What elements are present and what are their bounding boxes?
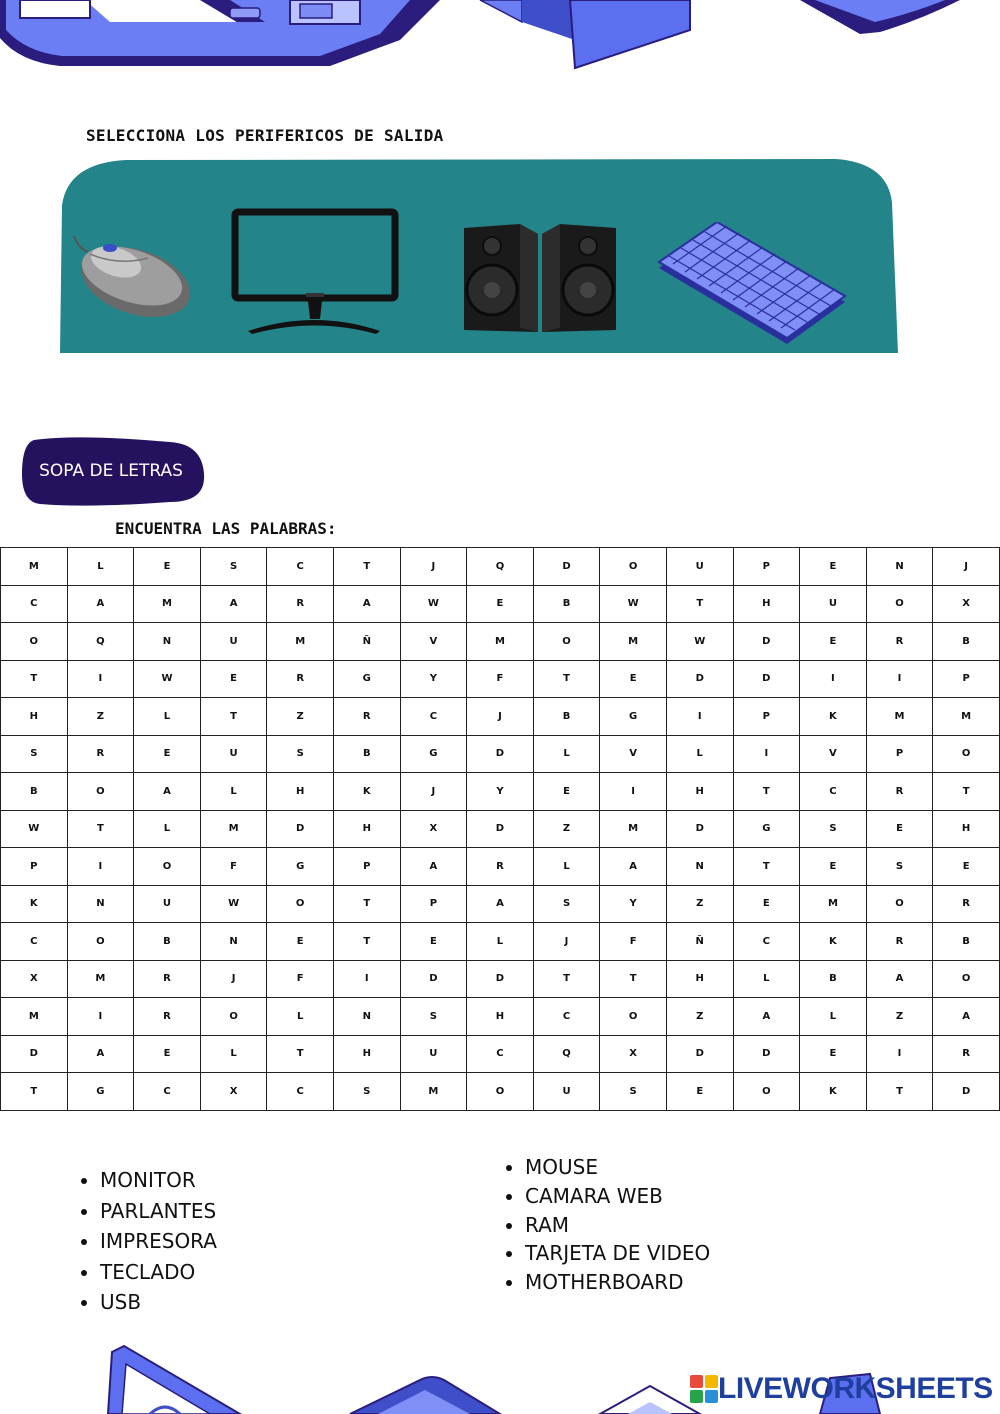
grid-cell[interactable]: X <box>1 960 68 998</box>
grid-cell[interactable]: K <box>800 698 867 736</box>
grid-cell[interactable]: Q <box>533 1035 600 1073</box>
grid-cell[interactable]: Z <box>533 810 600 848</box>
keyboard-icon[interactable] <box>655 222 850 350</box>
grid-cell[interactable]: D <box>733 660 800 698</box>
grid-cell[interactable]: C <box>267 548 334 586</box>
grid-cell[interactable]: I <box>600 773 667 811</box>
grid-cell[interactable]: T <box>533 660 600 698</box>
grid-cell[interactable]: K <box>800 1073 867 1111</box>
grid-cell[interactable]: R <box>134 998 201 1036</box>
grid-cell[interactable]: H <box>933 810 1000 848</box>
grid-cell[interactable]: E <box>267 923 334 961</box>
grid-cell[interactable]: I <box>733 735 800 773</box>
grid-cell[interactable]: W <box>1 810 68 848</box>
grid-cell[interactable]: S <box>200 548 267 586</box>
grid-cell[interactable]: T <box>333 885 400 923</box>
grid-cell[interactable]: B <box>533 585 600 623</box>
grid-cell[interactable]: U <box>134 885 201 923</box>
grid-cell[interactable]: P <box>866 735 933 773</box>
grid-row <box>1 923 1000 961</box>
grid-cell[interactable]: O <box>866 885 933 923</box>
grid-cell[interactable]: L <box>200 773 267 811</box>
grid-row <box>1 773 1000 811</box>
grid-cell[interactable]: M <box>67 960 134 998</box>
grid-cell[interactable]: C <box>733 923 800 961</box>
grid-cell[interactable]: C <box>800 773 867 811</box>
grid-cell[interactable]: O <box>267 885 334 923</box>
grid-cell[interactable]: E <box>200 660 267 698</box>
grid-row <box>1 735 1000 773</box>
word-item: • CAMARA WEB <box>525 1182 715 1211</box>
grid-cell[interactable]: B <box>333 735 400 773</box>
grid-cell[interactable]: N <box>67 885 134 923</box>
grid-cell[interactable]: D <box>467 810 534 848</box>
grid-cell[interactable]: S <box>866 848 933 886</box>
grid-cell[interactable]: P <box>733 548 800 586</box>
grid-cell[interactable]: M <box>200 810 267 848</box>
grid-cell[interactable]: U <box>400 1035 467 1073</box>
grid-cell[interactable]: J <box>533 923 600 961</box>
grid-cell[interactable]: T <box>733 848 800 886</box>
grid-cell[interactable]: M <box>467 623 534 661</box>
grid-cell[interactable]: H <box>333 810 400 848</box>
grid-cell[interactable]: C <box>134 1073 201 1111</box>
grid-cell[interactable]: E <box>134 735 201 773</box>
grid-cell[interactable]: O <box>200 998 267 1036</box>
grid-cell[interactable]: A <box>933 998 1000 1036</box>
grid-cell[interactable]: V <box>600 735 667 773</box>
grid-cell[interactable]: L <box>467 923 534 961</box>
grid-cell[interactable]: T <box>333 548 400 586</box>
grid-cell[interactable]: D <box>933 1073 1000 1111</box>
grid-cell[interactable]: U <box>200 623 267 661</box>
grid-cell[interactable]: A <box>67 1035 134 1073</box>
grid-cell[interactable]: T <box>866 1073 933 1111</box>
grid-cell[interactable]: R <box>67 735 134 773</box>
monitor-icon[interactable] <box>230 207 400 337</box>
grid-cell[interactable]: C <box>467 1035 534 1073</box>
grid-cell[interactable]: D <box>733 623 800 661</box>
grid-cell[interactable]: O <box>1 623 68 661</box>
grid-cell[interactable]: W <box>600 585 667 623</box>
grid-cell[interactable]: H <box>333 1035 400 1073</box>
grid-cell[interactable]: O <box>733 1073 800 1111</box>
grid-cell[interactable]: R <box>933 1035 1000 1073</box>
grid-cell[interactable]: H <box>1 698 68 736</box>
grid-cell[interactable]: L <box>666 735 733 773</box>
grid-cell[interactable]: N <box>866 548 933 586</box>
grid-cell[interactable]: D <box>467 735 534 773</box>
grid-cell[interactable]: K <box>1 885 68 923</box>
grid-cell[interactable]: N <box>200 923 267 961</box>
grid-cell[interactable]: T <box>333 923 400 961</box>
word-list-right <box>501 1153 715 1297</box>
grid-row <box>1 848 1000 886</box>
grid-cell[interactable]: Y <box>400 660 467 698</box>
grid-cell[interactable]: K <box>333 773 400 811</box>
grid-cell[interactable]: E <box>600 660 667 698</box>
grid-cell[interactable]: E <box>733 885 800 923</box>
grid-cell[interactable]: E <box>933 848 1000 886</box>
grid-row <box>1 548 1000 586</box>
grid-cell[interactable]: E <box>800 623 867 661</box>
grid-cell[interactable]: G <box>67 1073 134 1111</box>
grid-cell[interactable]: N <box>134 623 201 661</box>
grid-cell[interactable]: H <box>666 960 733 998</box>
word-item: • IMPRESORA <box>100 1226 217 1257</box>
grid-cell[interactable]: O <box>600 998 667 1036</box>
word-search-grid <box>0 547 1000 1111</box>
grid-cell[interactable]: C <box>267 1073 334 1111</box>
grid-cell[interactable]: N <box>333 998 400 1036</box>
grid-cell[interactable]: T <box>666 585 733 623</box>
grid-cell[interactable]: O <box>134 848 201 886</box>
grid-row <box>1 660 1000 698</box>
word-list-left <box>76 1165 217 1318</box>
grid-cell[interactable]: G <box>333 660 400 698</box>
grid-cell[interactable]: O <box>67 923 134 961</box>
grid-cell[interactable]: U <box>666 548 733 586</box>
grid-cell[interactable]: Z <box>67 698 134 736</box>
grid-cell[interactable]: B <box>933 623 1000 661</box>
grid-cell[interactable]: A <box>467 885 534 923</box>
grid-cell[interactable]: L <box>134 698 201 736</box>
grid-cell[interactable]: R <box>866 773 933 811</box>
grid-cell[interactable]: R <box>267 660 334 698</box>
grid-cell[interactable]: F <box>200 848 267 886</box>
word-item: • MOUSE <box>525 1153 715 1182</box>
grid-cell[interactable]: M <box>1 998 68 1036</box>
grid-cell[interactable]: P <box>1 848 68 886</box>
grid-cell[interactable]: X <box>600 1035 667 1073</box>
section-title: SOPA DE LETRAS <box>39 461 183 481</box>
grid-cell[interactable]: G <box>733 810 800 848</box>
grid-cell[interactable]: M <box>866 698 933 736</box>
grid-cell[interactable]: I <box>67 660 134 698</box>
grid-cell[interactable]: D <box>467 960 534 998</box>
grid-cell[interactable]: Z <box>267 698 334 736</box>
find-words-instruction: ENCUENTRA LAS PALABRAS: <box>115 519 337 538</box>
grid-cell[interactable]: F <box>267 960 334 998</box>
grid-cell[interactable]: C <box>533 998 600 1036</box>
grid-cell[interactable]: I <box>67 998 134 1036</box>
grid-cell[interactable]: Ñ <box>666 923 733 961</box>
grid-row <box>1 698 1000 736</box>
brand-name: LIVEWORKSHEETS <box>718 1372 993 1405</box>
grid-cell[interactable]: N <box>666 848 733 886</box>
grid-cell[interactable]: S <box>800 810 867 848</box>
grid-cell[interactable]: P <box>333 848 400 886</box>
grid-cell[interactable]: E <box>400 923 467 961</box>
grid-cell[interactable]: X <box>933 585 1000 623</box>
grid-cell[interactable]: A <box>134 773 201 811</box>
grid-cell[interactable]: M <box>267 623 334 661</box>
word-item: • RAM <box>525 1211 715 1240</box>
grid-cell[interactable]: G <box>267 848 334 886</box>
grid-row <box>1 810 1000 848</box>
grid-cell[interactable]: O <box>67 773 134 811</box>
grid-cell[interactable]: D <box>666 810 733 848</box>
grid-row <box>1 885 1000 923</box>
grid-cell[interactable]: B <box>800 960 867 998</box>
grid-cell[interactable]: O <box>933 960 1000 998</box>
grid-cell[interactable]: W <box>400 585 467 623</box>
grid-cell[interactable]: G <box>600 698 667 736</box>
grid-cell[interactable]: D <box>666 660 733 698</box>
grid-cell[interactable]: M <box>134 585 201 623</box>
grid-cell[interactable]: W <box>200 885 267 923</box>
grid-cell[interactable]: T <box>1 1073 68 1111</box>
grid-cell[interactable]: T <box>733 773 800 811</box>
grid-cell[interactable]: T <box>67 810 134 848</box>
word-item: • PARLANTES <box>100 1196 217 1227</box>
grid-cell[interactable]: Z <box>666 998 733 1036</box>
grid-cell[interactable]: X <box>200 1073 267 1111</box>
grid-row <box>1 1035 1000 1073</box>
grid-cell[interactable]: B <box>134 923 201 961</box>
grid-cell[interactable]: W <box>666 623 733 661</box>
grid-cell[interactable]: D <box>733 1035 800 1073</box>
grid-cell[interactable]: E <box>533 773 600 811</box>
grid-cell[interactable]: B <box>1 773 68 811</box>
grid-cell[interactable]: G <box>400 735 467 773</box>
grid-cell[interactable]: O <box>467 1073 534 1111</box>
grid-cell[interactable]: Y <box>467 773 534 811</box>
grid-cell[interactable]: D <box>267 810 334 848</box>
grid-cell[interactable]: S <box>1 735 68 773</box>
grid-cell[interactable]: Z <box>866 998 933 1036</box>
grid-cell[interactable]: S <box>400 998 467 1036</box>
grid-cell[interactable]: L <box>67 548 134 586</box>
grid-cell[interactable]: Ñ <box>333 623 400 661</box>
grid-cell[interactable]: E <box>134 548 201 586</box>
grid-cell[interactable]: L <box>200 1035 267 1073</box>
word-item: • MONITOR <box>100 1165 217 1196</box>
grid-cell[interactable]: E <box>800 1035 867 1073</box>
grid-cell[interactable]: U <box>800 585 867 623</box>
grid-cell[interactable]: A <box>333 585 400 623</box>
grid-cell[interactable]: O <box>933 735 1000 773</box>
grid-cell[interactable]: T <box>533 960 600 998</box>
grid-cell[interactable]: D <box>533 548 600 586</box>
grid-cell[interactable]: F <box>467 660 534 698</box>
grid-cell[interactable]: C <box>400 698 467 736</box>
grid-row <box>1 585 1000 623</box>
grid-cell[interactable]: D <box>666 1035 733 1073</box>
grid-cell[interactable]: S <box>600 1073 667 1111</box>
grid-row <box>1 960 1000 998</box>
grid-cell[interactable]: S <box>333 1073 400 1111</box>
grid-cell[interactable]: R <box>134 960 201 998</box>
grid-cell[interactable]: J <box>467 698 534 736</box>
mouse-icon[interactable] <box>70 230 195 322</box>
grid-cell[interactable]: M <box>400 1073 467 1111</box>
grid-cell[interactable]: B <box>933 923 1000 961</box>
grid-cell[interactable]: A <box>866 960 933 998</box>
grid-cell[interactable]: R <box>333 698 400 736</box>
word-item: • USB <box>100 1287 217 1318</box>
grid-row <box>1 623 1000 661</box>
grid-cell[interactable]: S <box>533 885 600 923</box>
select-instruction: SELECCIONA LOS PERIFERICOS DE SALIDA <box>86 126 444 145</box>
grid-cell[interactable]: H <box>666 773 733 811</box>
grid-cell[interactable]: S <box>267 735 334 773</box>
grid-cell[interactable]: J <box>933 548 1000 586</box>
grid-cell[interactable]: J <box>200 960 267 998</box>
grid-cell[interactable]: A <box>200 585 267 623</box>
grid-cell[interactable]: M <box>600 623 667 661</box>
grid-cell[interactable]: E <box>134 1035 201 1073</box>
grid-cell[interactable]: P <box>733 698 800 736</box>
grid-cell[interactable]: O <box>600 548 667 586</box>
grid-cell[interactable]: L <box>733 960 800 998</box>
grid-cell[interactable]: P <box>933 660 1000 698</box>
grid-cell[interactable]: H <box>267 773 334 811</box>
grid-cell[interactable]: U <box>533 1073 600 1111</box>
grid-cell[interactable]: B <box>533 698 600 736</box>
word-item: • TECLADO <box>100 1257 217 1288</box>
grid-cell[interactable]: T <box>933 773 1000 811</box>
speakers-icon[interactable] <box>460 220 620 338</box>
grid-cell[interactable]: I <box>866 660 933 698</box>
grid-cell[interactable]: H <box>467 998 534 1036</box>
grid-cell[interactable]: E <box>467 585 534 623</box>
grid-cell[interactable]: X <box>400 810 467 848</box>
grid-cell[interactable]: J <box>400 773 467 811</box>
grid-cell[interactable]: O <box>866 585 933 623</box>
grid-cell[interactable]: I <box>800 660 867 698</box>
grid-cell[interactable]: W <box>134 660 201 698</box>
grid-cell[interactable]: M <box>1 548 68 586</box>
grid-cell[interactable]: H <box>733 585 800 623</box>
grid-cell[interactable]: L <box>134 810 201 848</box>
grid-cell[interactable]: O <box>533 623 600 661</box>
grid-cell[interactable]: K <box>800 923 867 961</box>
grid-cell[interactable]: L <box>533 848 600 886</box>
grid-cell[interactable]: A <box>67 585 134 623</box>
word-item: • MOTHERBOARD <box>525 1268 715 1297</box>
grid-cell[interactable]: V <box>800 735 867 773</box>
grid-cell[interactable]: I <box>866 1035 933 1073</box>
grid-cell[interactable]: E <box>666 1073 733 1111</box>
grid-cell[interactable]: M <box>600 810 667 848</box>
grid-cell[interactable]: L <box>267 998 334 1036</box>
brand-watermark <box>690 1372 993 1406</box>
grid-cell[interactable]: E <box>800 848 867 886</box>
grid-cell[interactable]: T <box>200 698 267 736</box>
grid-cell[interactable]: I <box>67 848 134 886</box>
grid-cell[interactable]: T <box>600 960 667 998</box>
grid-cell[interactable]: A <box>733 998 800 1036</box>
grid-cell[interactable]: D <box>1 1035 68 1073</box>
grid-cell[interactable]: R <box>267 585 334 623</box>
grid-cell[interactable]: A <box>600 848 667 886</box>
grid-cell[interactable]: R <box>866 923 933 961</box>
grid-cell[interactable]: P <box>400 885 467 923</box>
grid-cell[interactable]: L <box>533 735 600 773</box>
grid-cell[interactable]: R <box>866 623 933 661</box>
grid-cell[interactable]: E <box>800 548 867 586</box>
grid-cell[interactable]: Q <box>67 623 134 661</box>
grid-cell[interactable]: I <box>666 698 733 736</box>
grid-cell[interactable]: Z <box>666 885 733 923</box>
grid-cell[interactable]: Y <box>600 885 667 923</box>
grid-cell[interactable]: M <box>800 885 867 923</box>
grid-cell[interactable]: U <box>200 735 267 773</box>
grid-cell[interactable]: M <box>933 698 1000 736</box>
brand-logo-icon <box>690 1375 718 1403</box>
grid-cell[interactable]: D <box>400 960 467 998</box>
grid-cell[interactable]: I <box>333 960 400 998</box>
grid-cell[interactable]: R <box>933 885 1000 923</box>
grid-cell[interactable]: A <box>400 848 467 886</box>
grid-row <box>1 998 1000 1036</box>
grid-cell[interactable]: C <box>1 923 68 961</box>
grid-cell[interactable]: E <box>866 810 933 848</box>
grid-cell[interactable]: F <box>600 923 667 961</box>
word-item: • TARJETA DE VIDEO <box>525 1239 715 1268</box>
grid-cell[interactable]: Q <box>467 548 534 586</box>
grid-cell[interactable]: L <box>800 998 867 1036</box>
grid-cell[interactable]: J <box>400 548 467 586</box>
grid-cell[interactable]: T <box>1 660 68 698</box>
grid-cell[interactable]: T <box>267 1035 334 1073</box>
top-computer-illustration <box>0 0 1000 80</box>
grid-cell[interactable]: R <box>467 848 534 886</box>
grid-cell[interactable]: V <box>400 623 467 661</box>
grid-cell[interactable]: C <box>1 585 68 623</box>
grid-row <box>1 1073 1000 1111</box>
